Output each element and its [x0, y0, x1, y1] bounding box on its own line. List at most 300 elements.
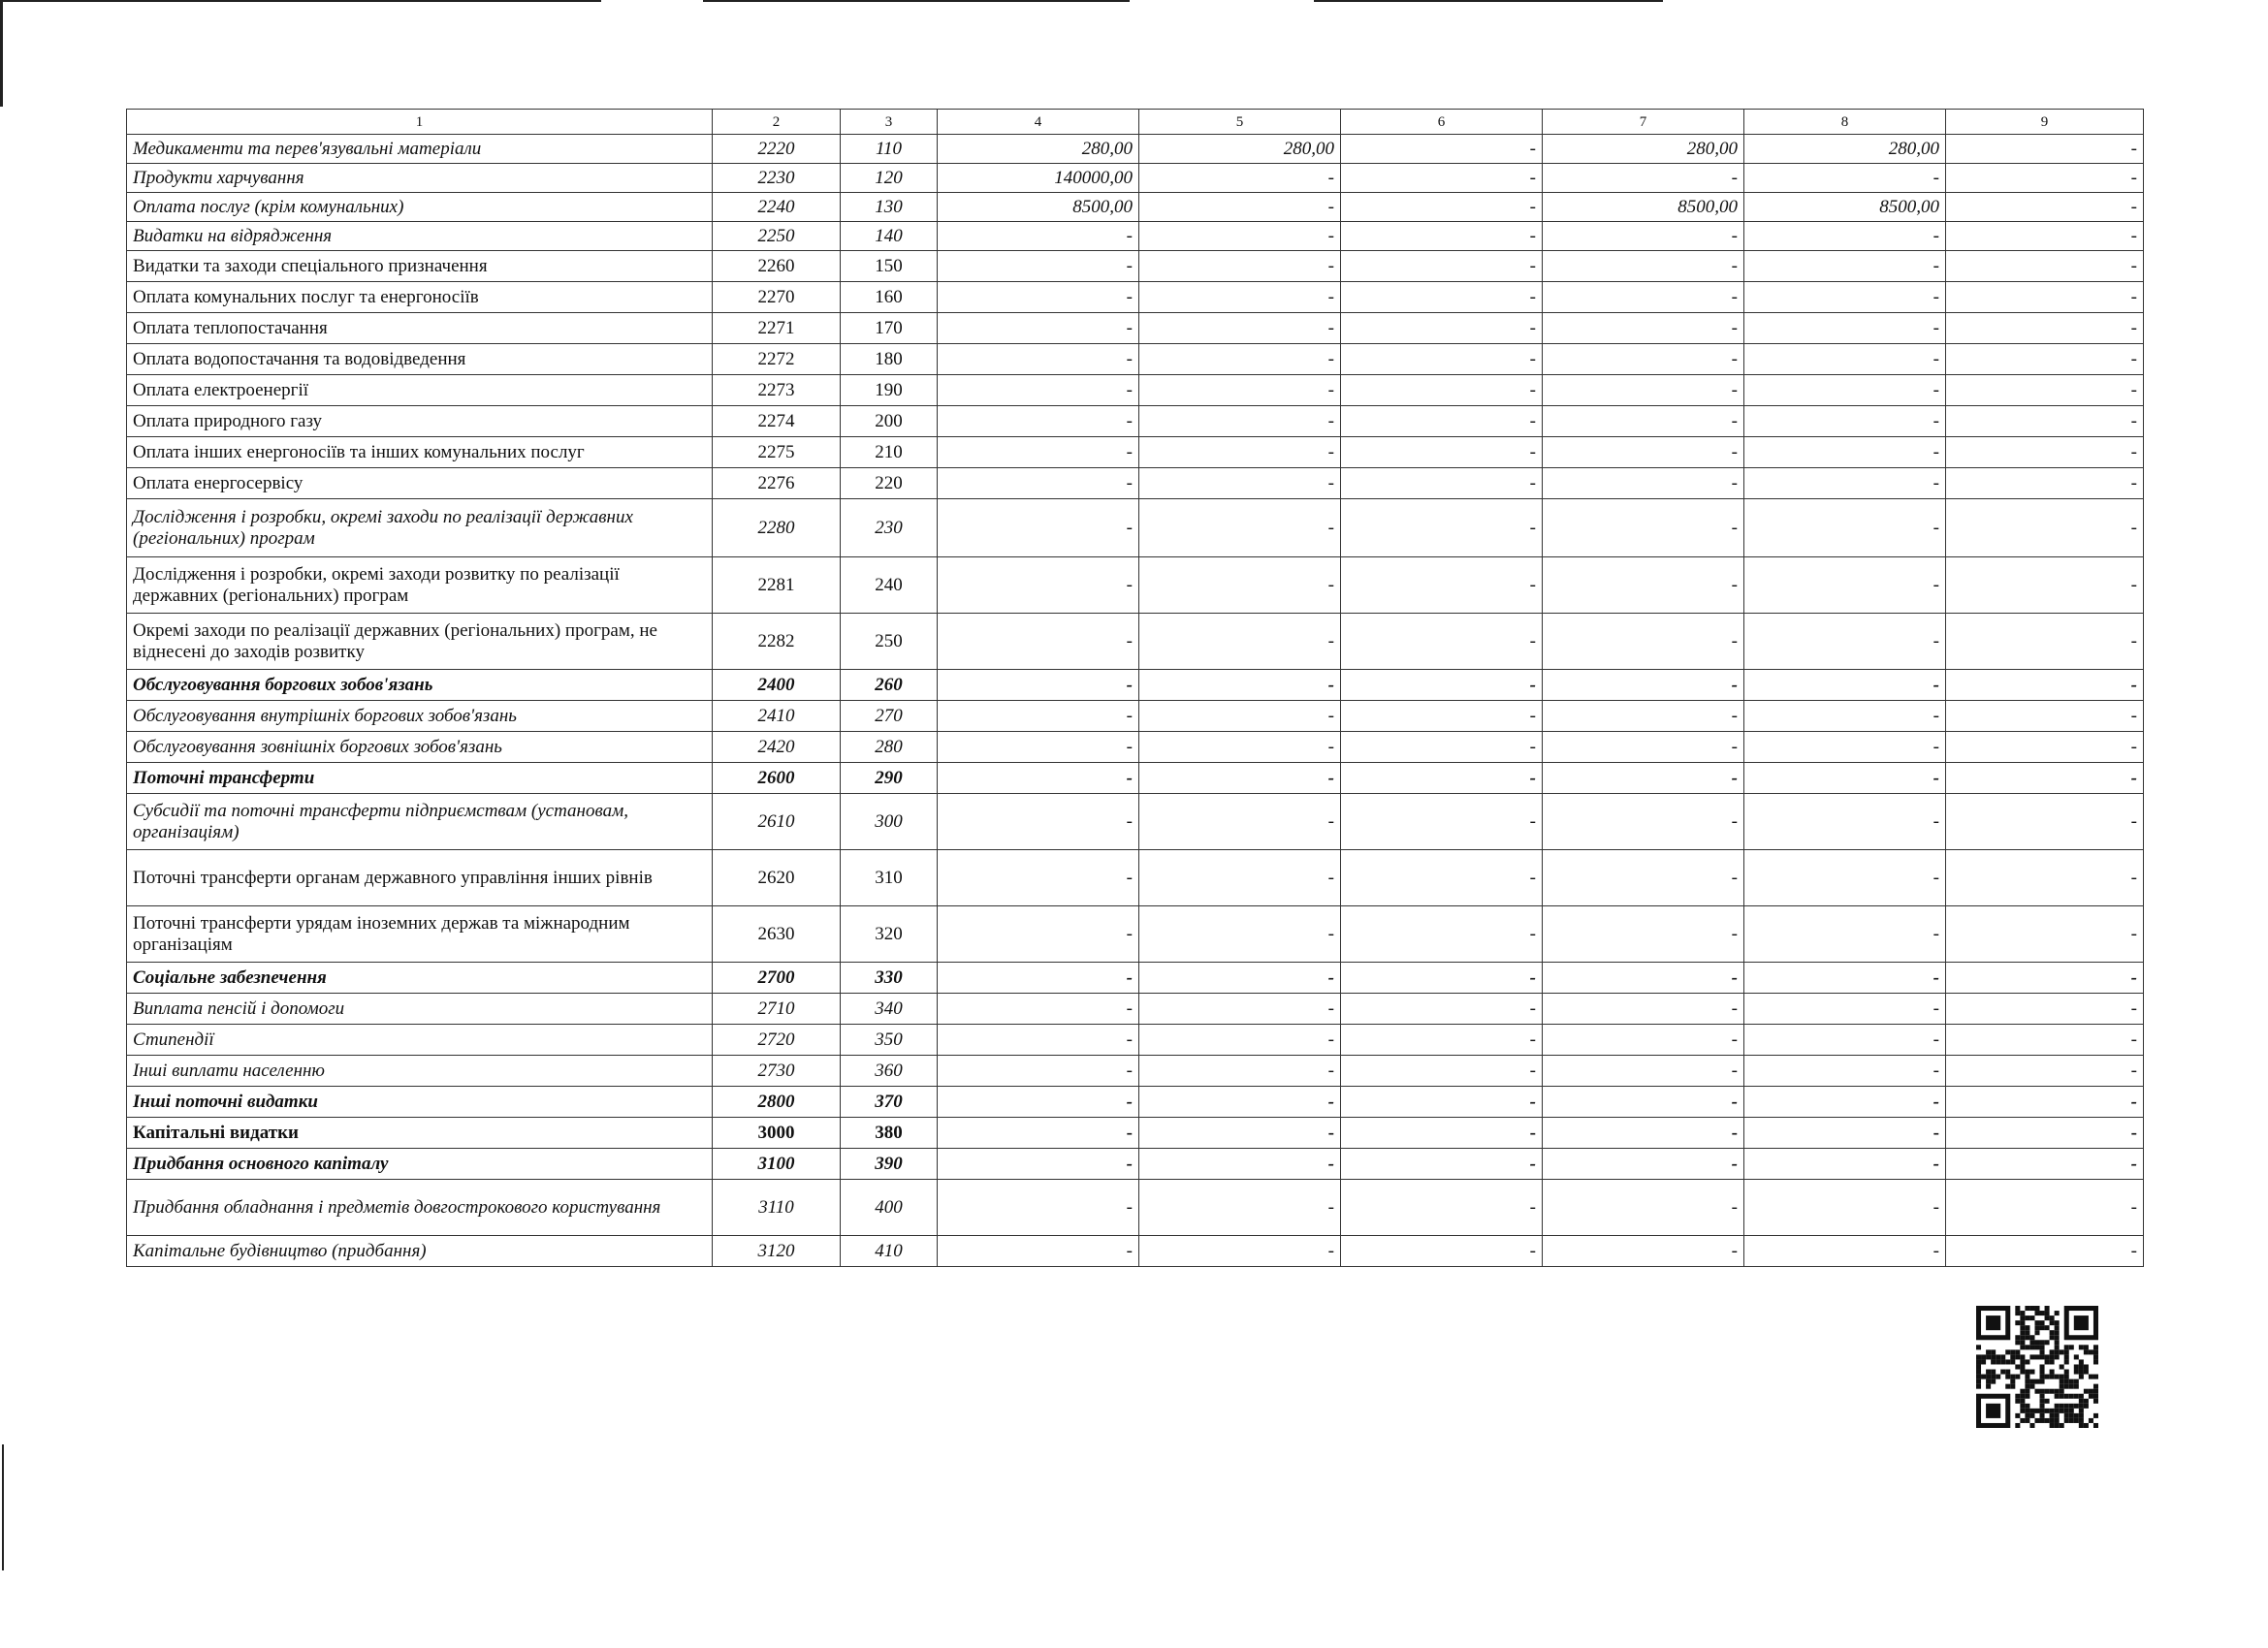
row-line-number: 180: [841, 344, 938, 375]
row-col-4: -: [938, 251, 1139, 282]
row-line-number: 230: [841, 499, 938, 557]
row-col-9: -: [1946, 906, 2144, 963]
table-row: [127, 1056, 2144, 1087]
row-name: Субсидії та поточні трансферти підприємствам (установам, організаціям): [127, 794, 713, 850]
row-col-4: -: [938, 375, 1139, 406]
row-code: 3110: [713, 1180, 841, 1236]
row-col-9: -: [1946, 437, 2144, 468]
row-col-7: -: [1543, 557, 1744, 614]
row-col-5: -: [1139, 1180, 1341, 1236]
row-col-9: -: [1946, 1025, 2144, 1056]
row-col-8: -: [1744, 794, 1946, 850]
row-col-8: -: [1744, 251, 1946, 282]
row-name: Дослідження і розробки, окремі заходи розвитку по реалізації державних (регіональних) програм: [127, 557, 713, 614]
table-row: [127, 557, 2144, 614]
row-name: Поточні трансферти урядам іноземних держав та міжнародним організаціям: [127, 906, 713, 963]
row-code: 2620: [713, 850, 841, 906]
row-col-8: -: [1744, 1087, 1946, 1118]
row-col-5: -: [1139, 906, 1341, 963]
row-code: 3000: [713, 1118, 841, 1149]
row-col-7: 8500,00: [1543, 193, 1744, 222]
row-col-4: 8500,00: [938, 193, 1139, 222]
row-col-9: -: [1946, 1236, 2144, 1267]
row-col-9: -: [1946, 670, 2144, 701]
row-code: 2700: [713, 963, 841, 994]
row-col-4: -: [938, 468, 1139, 499]
qr-code-icon: [1976, 1306, 2098, 1428]
row-col-5: -: [1139, 1087, 1341, 1118]
row-name: Соціальне забезпечення: [127, 963, 713, 994]
row-col-8: -: [1744, 850, 1946, 906]
row-name: Оплата природного газу: [127, 406, 713, 437]
row-col-4: -: [938, 313, 1139, 344]
row-line-number: 240: [841, 557, 938, 614]
row-col-5: -: [1139, 701, 1341, 732]
row-col-7: -: [1543, 222, 1744, 251]
row-col-9: -: [1946, 963, 2144, 994]
scan-edge-left: [0, 0, 3, 107]
row-col-4: -: [938, 670, 1139, 701]
row-line-number: 290: [841, 763, 938, 794]
table-row: [127, 375, 2144, 406]
row-col-8: -: [1744, 557, 1946, 614]
table-row: [127, 963, 2144, 994]
row-col-5: -: [1139, 1056, 1341, 1087]
row-col-4: -: [938, 1118, 1139, 1149]
row-col-4: -: [938, 557, 1139, 614]
table-row: [127, 1236, 2144, 1267]
scan-edge-top-2: [703, 0, 1130, 2]
row-col-8: -: [1744, 670, 1946, 701]
row-name: Капітальні видатки: [127, 1118, 713, 1149]
row-name: Оплата водопостачання та водовідведення: [127, 344, 713, 375]
table-row: [127, 251, 2144, 282]
row-line-number: 120: [841, 164, 938, 193]
row-col-4: -: [938, 1025, 1139, 1056]
row-line-number: 360: [841, 1056, 938, 1087]
row-line-number: 280: [841, 732, 938, 763]
row-col-4: -: [938, 1149, 1139, 1180]
row-line-number: 210: [841, 437, 938, 468]
row-col-5: -: [1139, 406, 1341, 437]
row-col-6: -: [1341, 164, 1543, 193]
table-row: [127, 1149, 2144, 1180]
row-col-9: -: [1946, 135, 2144, 164]
row-col-5: -: [1139, 1118, 1341, 1149]
row-col-6: -: [1341, 1025, 1543, 1056]
row-col-5: -: [1139, 794, 1341, 850]
row-code: 2720: [713, 1025, 841, 1056]
row-col-8: -: [1744, 222, 1946, 251]
row-code: 2276: [713, 468, 841, 499]
row-col-6: -: [1341, 313, 1543, 344]
row-col-6: -: [1341, 614, 1543, 670]
table-row: [127, 193, 2144, 222]
row-col-9: -: [1946, 1087, 2144, 1118]
row-col-4: -: [938, 1087, 1139, 1118]
row-col-5: -: [1139, 763, 1341, 794]
row-col-5: -: [1139, 1236, 1341, 1267]
table-row: [127, 1087, 2144, 1118]
row-col-4: -: [938, 344, 1139, 375]
row-col-5: -: [1139, 1149, 1341, 1180]
row-line-number: 190: [841, 375, 938, 406]
table-row: [127, 614, 2144, 670]
row-line-number: 390: [841, 1149, 938, 1180]
column-number-7: 7: [1543, 110, 1744, 135]
row-col-4: -: [938, 701, 1139, 732]
row-code: 2260: [713, 251, 841, 282]
row-name: Оплата інших енергоносіїв та інших комунальних послуг: [127, 437, 713, 468]
row-col-6: -: [1341, 732, 1543, 763]
row-col-5: -: [1139, 1025, 1341, 1056]
row-col-9: -: [1946, 164, 2144, 193]
row-col-5: -: [1139, 375, 1341, 406]
row-col-5: -: [1139, 557, 1341, 614]
table-row: [127, 222, 2144, 251]
row-code: 2272: [713, 344, 841, 375]
row-col-8: -: [1744, 614, 1946, 670]
row-name: Поточні трансферти органам державного управління інших рівнів: [127, 850, 713, 906]
row-col-7: -: [1543, 1087, 1744, 1118]
row-col-9: -: [1946, 468, 2144, 499]
row-code: 2250: [713, 222, 841, 251]
row-col-8: -: [1744, 406, 1946, 437]
row-col-6: -: [1341, 135, 1543, 164]
table-row: [127, 282, 2144, 313]
row-col-7: -: [1543, 1025, 1744, 1056]
row-name: Видатки на відрядження: [127, 222, 713, 251]
row-col-5: -: [1139, 994, 1341, 1025]
row-col-9: -: [1946, 1149, 2144, 1180]
table-row: [127, 164, 2144, 193]
row-line-number: 400: [841, 1180, 938, 1236]
row-col-8: -: [1744, 468, 1946, 499]
row-col-9: -: [1946, 406, 2144, 437]
row-code: 3120: [713, 1236, 841, 1267]
row-col-8: -: [1744, 1118, 1946, 1149]
row-name: Оплата теплопостачання: [127, 313, 713, 344]
row-name: Придбання основного капіталу: [127, 1149, 713, 1180]
row-line-number: 410: [841, 1236, 938, 1267]
row-col-5: -: [1139, 670, 1341, 701]
row-col-4: -: [938, 222, 1139, 251]
row-col-6: -: [1341, 850, 1543, 906]
row-col-4: -: [938, 732, 1139, 763]
table-row: [127, 1180, 2144, 1236]
row-code: 2730: [713, 1056, 841, 1087]
row-col-5: -: [1139, 850, 1341, 906]
row-col-4: -: [938, 763, 1139, 794]
row-col-7: -: [1543, 994, 1744, 1025]
row-name: Продукти харчування: [127, 164, 713, 193]
row-line-number: 310: [841, 850, 938, 906]
row-code: 2274: [713, 406, 841, 437]
row-col-6: -: [1341, 406, 1543, 437]
row-col-9: -: [1946, 499, 2144, 557]
row-col-7: -: [1543, 164, 1744, 193]
column-number-5: 5: [1139, 110, 1341, 135]
row-col-8: -: [1744, 437, 1946, 468]
row-col-7: -: [1543, 375, 1744, 406]
row-name: Дослідження і розробки, окремі заходи по реалізації державних (регіональних) програм: [127, 499, 713, 557]
row-line-number: 110: [841, 135, 938, 164]
row-col-5: -: [1139, 313, 1341, 344]
row-name: Обслуговування боргових зобов'язань: [127, 670, 713, 701]
row-col-8: 8500,00: [1744, 193, 1946, 222]
row-col-8: -: [1744, 375, 1946, 406]
row-name: Оплата послуг (крім комунальних): [127, 193, 713, 222]
row-code: 2420: [713, 732, 841, 763]
column-number-9: 9: [1946, 110, 2144, 135]
row-col-7: -: [1543, 1236, 1744, 1267]
row-name: Оплата електроенергії: [127, 375, 713, 406]
row-col-4: -: [938, 994, 1139, 1025]
row-name: Медикаменти та перев'язувальні матеріали: [127, 135, 713, 164]
row-col-7: -: [1543, 437, 1744, 468]
row-col-9: -: [1946, 994, 2144, 1025]
row-col-9: -: [1946, 794, 2144, 850]
table-row: [127, 763, 2144, 794]
column-number-8: 8: [1744, 110, 1946, 135]
row-col-4: -: [938, 282, 1139, 313]
row-col-5: -: [1139, 963, 1341, 994]
table-row: [127, 670, 2144, 701]
row-name: Виплата пенсій і допомоги: [127, 994, 713, 1025]
table-row: [127, 732, 2144, 763]
row-col-5: -: [1139, 437, 1341, 468]
table-row: [127, 1025, 2144, 1056]
row-code: 2600: [713, 763, 841, 794]
row-col-9: -: [1946, 1180, 2144, 1236]
row-col-5: -: [1139, 732, 1341, 763]
row-col-9: -: [1946, 313, 2144, 344]
row-col-6: -: [1341, 994, 1543, 1025]
row-line-number: 260: [841, 670, 938, 701]
row-col-5: -: [1139, 164, 1341, 193]
row-col-8: -: [1744, 1025, 1946, 1056]
table-row: [127, 701, 2144, 732]
row-name: Обслуговування внутрішніх боргових зобов'язань: [127, 701, 713, 732]
table-row: [127, 794, 2144, 850]
column-number-2: 2: [713, 110, 841, 135]
row-col-4: -: [938, 614, 1139, 670]
table-row: [127, 313, 2144, 344]
row-line-number: 160: [841, 282, 938, 313]
row-col-7: -: [1543, 1180, 1744, 1236]
row-code: 2273: [713, 375, 841, 406]
row-col-9: -: [1946, 614, 2144, 670]
row-name: Стипендії: [127, 1025, 713, 1056]
row-name: Окремі заходи по реалізації державних (регіональних) програм, не віднесені до заходів розвитку: [127, 614, 713, 670]
row-col-9: -: [1946, 732, 2144, 763]
row-name: Оплата комунальних послуг та енергоносіїв: [127, 282, 713, 313]
row-col-7: -: [1543, 763, 1744, 794]
row-code: 2281: [713, 557, 841, 614]
row-code: 2800: [713, 1087, 841, 1118]
row-code: 2610: [713, 794, 841, 850]
row-col-7: -: [1543, 1056, 1744, 1087]
row-line-number: 370: [841, 1087, 938, 1118]
row-col-7: -: [1543, 701, 1744, 732]
row-col-7: -: [1543, 313, 1744, 344]
row-col-6: -: [1341, 763, 1543, 794]
row-col-8: 280,00: [1744, 135, 1946, 164]
row-col-6: -: [1341, 906, 1543, 963]
row-col-8: -: [1744, 994, 1946, 1025]
row-col-6: -: [1341, 468, 1543, 499]
row-name: Видатки та заходи спеціального призначення: [127, 251, 713, 282]
row-col-5: -: [1139, 193, 1341, 222]
table-row: [127, 906, 2144, 963]
row-col-4: -: [938, 1180, 1139, 1236]
row-col-7: -: [1543, 406, 1744, 437]
row-col-7: -: [1543, 1118, 1744, 1149]
row-col-6: -: [1341, 557, 1543, 614]
table-row: [127, 994, 2144, 1025]
row-col-6: -: [1341, 193, 1543, 222]
row-line-number: 250: [841, 614, 938, 670]
row-col-6: -: [1341, 1236, 1543, 1267]
row-code: 2280: [713, 499, 841, 557]
scan-edge-left-lower: [2, 1444, 4, 1570]
row-col-7: -: [1543, 906, 1744, 963]
row-col-9: -: [1946, 282, 2144, 313]
row-col-6: -: [1341, 344, 1543, 375]
row-line-number: 300: [841, 794, 938, 850]
row-col-8: -: [1744, 963, 1946, 994]
row-col-6: -: [1341, 499, 1543, 557]
row-col-9: -: [1946, 850, 2144, 906]
row-col-6: -: [1341, 1180, 1543, 1236]
row-col-5: -: [1139, 614, 1341, 670]
row-col-8: -: [1744, 1149, 1946, 1180]
row-code: 3100: [713, 1149, 841, 1180]
row-code: 2271: [713, 313, 841, 344]
row-line-number: 340: [841, 994, 938, 1025]
row-col-9: -: [1946, 375, 2144, 406]
row-col-7: -: [1543, 344, 1744, 375]
row-col-4: -: [938, 499, 1139, 557]
row-col-7: -: [1543, 670, 1744, 701]
scan-edge-top-3: [1314, 0, 1663, 2]
row-col-6: -: [1341, 222, 1543, 251]
row-col-6: -: [1341, 963, 1543, 994]
row-line-number: 140: [841, 222, 938, 251]
row-col-8: -: [1744, 164, 1946, 193]
row-line-number: 380: [841, 1118, 938, 1149]
row-code: 2400: [713, 670, 841, 701]
table-row: [127, 499, 2144, 557]
row-col-6: -: [1341, 1087, 1543, 1118]
scan-edge-top-1: [0, 0, 601, 2]
row-code: 2410: [713, 701, 841, 732]
row-col-5: 280,00: [1139, 135, 1341, 164]
row-col-6: -: [1341, 794, 1543, 850]
row-code: 2230: [713, 164, 841, 193]
table-row: [127, 406, 2144, 437]
row-col-7: -: [1543, 850, 1744, 906]
row-col-8: -: [1744, 701, 1946, 732]
row-col-6: -: [1341, 437, 1543, 468]
row-col-4: 140000,00: [938, 164, 1139, 193]
table-row: [127, 1118, 2144, 1149]
row-col-8: -: [1744, 1056, 1946, 1087]
row-col-5: -: [1139, 344, 1341, 375]
row-col-9: -: [1946, 1056, 2144, 1087]
row-col-5: -: [1139, 499, 1341, 557]
row-col-8: -: [1744, 344, 1946, 375]
row-code: 2275: [713, 437, 841, 468]
row-col-7: 280,00: [1543, 135, 1744, 164]
row-code: 2630: [713, 906, 841, 963]
row-line-number: 200: [841, 406, 938, 437]
row-col-4: -: [938, 963, 1139, 994]
row-col-8: -: [1744, 906, 1946, 963]
row-col-9: -: [1946, 701, 2144, 732]
row-col-6: -: [1341, 701, 1543, 732]
column-number-4: 4: [938, 110, 1139, 135]
row-col-9: -: [1946, 1118, 2144, 1149]
row-name: Інші виплати населенню: [127, 1056, 713, 1087]
row-col-6: -: [1341, 670, 1543, 701]
row-line-number: 320: [841, 906, 938, 963]
row-col-4: -: [938, 406, 1139, 437]
row-col-8: -: [1744, 732, 1946, 763]
row-code: 2220: [713, 135, 841, 164]
row-col-7: -: [1543, 468, 1744, 499]
row-col-4: 280,00: [938, 135, 1139, 164]
row-line-number: 150: [841, 251, 938, 282]
table-row: [127, 437, 2144, 468]
row-name: Оплата енергосервісу: [127, 468, 713, 499]
row-col-5: -: [1139, 468, 1341, 499]
row-name: Інші поточні видатки: [127, 1087, 713, 1118]
row-col-7: -: [1543, 499, 1744, 557]
row-col-5: -: [1139, 251, 1341, 282]
row-line-number: 350: [841, 1025, 938, 1056]
table-row: [127, 468, 2144, 499]
row-col-9: -: [1946, 763, 2144, 794]
row-name: Придбання обладнання і предметів довгострокового користування: [127, 1180, 713, 1236]
column-number-6: 6: [1341, 110, 1543, 135]
row-col-7: -: [1543, 614, 1744, 670]
row-col-8: -: [1744, 313, 1946, 344]
row-col-4: -: [938, 794, 1139, 850]
row-code: 2282: [713, 614, 841, 670]
row-col-6: -: [1341, 1118, 1543, 1149]
row-col-9: -: [1946, 557, 2144, 614]
table-row: [127, 344, 2144, 375]
row-col-5: -: [1139, 282, 1341, 313]
row-col-6: -: [1341, 1056, 1543, 1087]
table-row: [127, 135, 2144, 164]
row-col-9: -: [1946, 222, 2144, 251]
row-col-4: -: [938, 1056, 1139, 1087]
row-col-4: -: [938, 906, 1139, 963]
row-col-8: -: [1744, 499, 1946, 557]
row-name: Поточні трансферти: [127, 763, 713, 794]
row-line-number: 270: [841, 701, 938, 732]
row-col-6: -: [1341, 375, 1543, 406]
row-col-8: -: [1744, 1180, 1946, 1236]
row-line-number: 170: [841, 313, 938, 344]
column-number-1: 1: [127, 110, 713, 135]
row-col-9: -: [1946, 344, 2144, 375]
row-col-7: -: [1543, 282, 1744, 313]
row-col-6: -: [1341, 1149, 1543, 1180]
row-col-7: -: [1543, 732, 1744, 763]
